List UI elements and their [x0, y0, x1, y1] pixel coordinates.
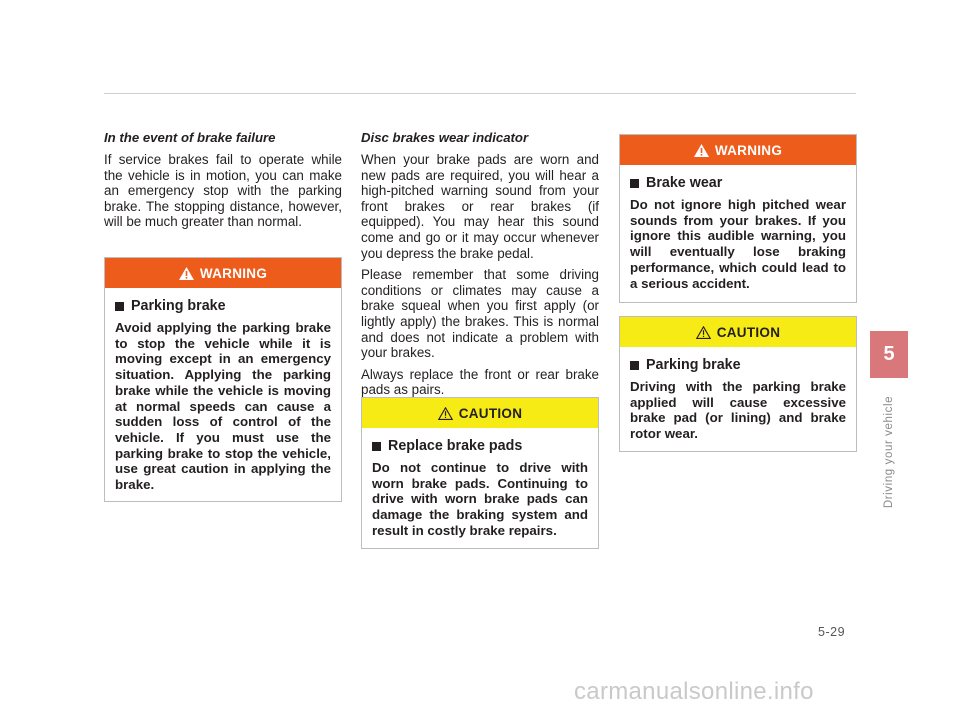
chapter-tab: 5 — [870, 331, 908, 378]
caution-header — [620, 317, 856, 347]
paragraph-disc-2: Please remember that some driving conditions or climates may cause a brake squeal when you first apply (or lightly apply) the brakes. This is normal and does not indicate a problem with your brakes. — [361, 267, 599, 361]
warning-triangle-icon — [694, 144, 709, 157]
caution-box-parking-brake — [619, 316, 857, 452]
warning-text: Avoid applying the parking brake to stop the vehicle while it is moving except in an emergency situation. Applying the parking brake while the vehicle is moving at normal speeds can cause a sudden loss of control of the vehicle. If you must use the parking brake to stop the vehicle, use great caution in applying the brake. — [115, 320, 331, 493]
chapter-label: Driving your vehicle — [883, 395, 895, 509]
warning-label: WARNING — [714, 142, 783, 158]
warning-box-parking-brake — [104, 257, 342, 502]
warning-title: Brake wear — [630, 175, 846, 191]
bullet-square-icon — [630, 179, 639, 188]
caution-triangle-icon — [696, 326, 711, 339]
top-rule — [104, 93, 856, 94]
paragraph-disc-1: When your brake pads are worn and new pads are required, you will hear a high-pitched warning sound from your front brakes or rear brakes (if equipped). You may hear this sound come and go or it may occur whenever you depress the brake pedal. — [361, 152, 599, 261]
page-number: 5-29 — [818, 625, 846, 639]
watermark: carmanualsonline.info — [574, 678, 814, 705]
warning-title: Parking brake — [115, 298, 331, 314]
column-2 — [361, 130, 599, 404]
paragraph-brake-failure: If service brakes fail to operate while the vehicle is in motion, you can make an emergency stop with the parking brake. The stopping distance, however, will be much greater than normal. — [104, 152, 342, 230]
warning-text: Do not ignore high pitched wear sounds from your brakes. If you ignore this audible warning, you will eventually lose braking performance, which could lead to a serious accident. — [630, 197, 846, 291]
caution-header — [362, 398, 598, 428]
bullet-square-icon — [115, 302, 124, 311]
heading-disc-brakes: Disc brakes wear indicator — [361, 130, 529, 145]
heading-brake-failure: In the event of brake failure — [104, 130, 276, 145]
bullet-square-icon — [630, 361, 639, 370]
warning-label: WARNING — [199, 265, 268, 281]
caution-box-brake-pads — [361, 397, 599, 549]
caution-triangle-icon — [438, 407, 453, 420]
caution-title: Parking brake — [630, 357, 846, 373]
caution-text: Driving with the parking brake applied will cause excessive brake pad (or lining) and brake rotor wear. — [630, 379, 846, 442]
warning-header — [620, 135, 856, 165]
warning-header — [105, 258, 341, 288]
warning-box-brake-wear — [619, 134, 857, 303]
warning-triangle-icon — [179, 267, 194, 280]
bullet-square-icon — [372, 442, 381, 451]
caution-label: CAUTION — [716, 324, 781, 340]
caution-title: Replace brake pads — [372, 438, 588, 454]
column-1 — [104, 130, 342, 236]
paragraph-disc-3: Always replace the front or rear brake pads as pairs. — [361, 366, 599, 398]
caution-text: Do not continue to drive with worn brake pads. Continuing to drive with worn brake pads can damage the braking system and result in costly brake repairs. — [372, 460, 588, 538]
caution-label: CAUTION — [458, 405, 523, 421]
